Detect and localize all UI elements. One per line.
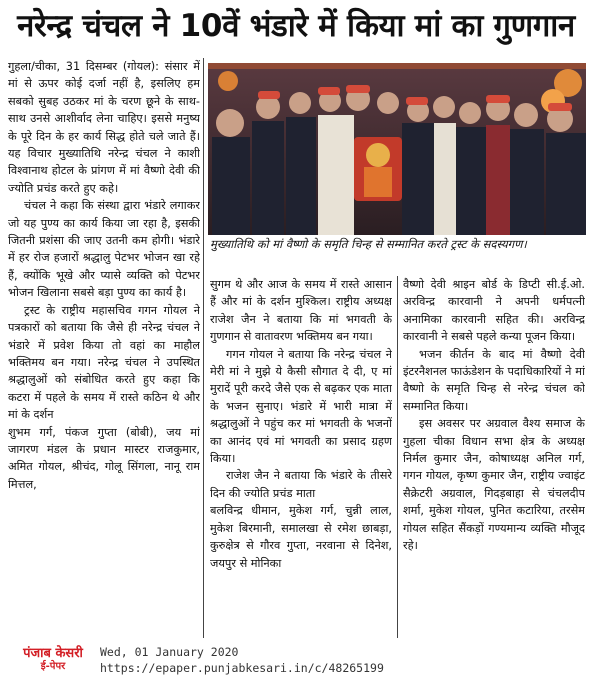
group-photo-image xyxy=(208,63,586,235)
column-divider xyxy=(397,276,398,638)
news-photo xyxy=(208,63,586,235)
article-paragraph: गगन गोयल ने बताया कि नरेन्द्र चंचल ने मेरी मां ने मुझे ये कैसी सौगात दे दी, ए मां मुरादें पूरी करदे जैसे एक से बढ़कर एक माता के भजन सुनाए। भंडारे में भारी मात्रा में श्रद्धालुओं ने पहुंच कर मां भगवती के भजनों का आनंद एवं मां भगवती का प्रसाद ग्रहण किया। xyxy=(210,347,392,466)
article-paragraph: चंचल ने कहा कि संस्था द्वारा भंडारे लगाकर जो यह पुण्य का कार्य किया जा रहा है, इसकी जितनी प्रशंसा की जाए उतनी कम होगी। भंडारे में हर रोज हजारों श्रद्धालु पेटभर भोजन खा रहे हैं, क्योंकि भूखे और प्यासे व्यक्ति को पेटभर भोजन खिलाना सबसे बड़ा पुण्य का कार्य है। xyxy=(8,199,200,300)
punjab-kesari-logo xyxy=(14,646,92,674)
article-paragraph: राजेश जैन ने बताया कि भंडारे के तीसरे दिन की ज्योति प्रचंड माता xyxy=(210,469,392,500)
article-paragraph: बलविन्द्र धीमान, मुकेश गर्ग, चुन्नी लाल, मुकेश बिरमानी, समालखा से रमेश छाबड़ा, कुरुक्षेत्र से गौरव गुप्ता, नरवाना से दिनेश, जयपुर से मोनिका xyxy=(210,504,392,570)
article-paragraph: इस अवसर पर अग्रवाल वैश्य समाज के गुहला चीका विधान सभा क्षेत्र के अध्यक्ष निर्मल कुमार जैन, कोषाध्यक्ष अनिल गर्ग, गगन गोयल, कृष्ण कुमार जैन, राष्ट्रीय ज्वाइंट सैक्रेटरी अग्रवाल, गिदड़बाहा से चंचलदीप शर्मा, मुकेश गोयल, पुनित कटारिया, तरसेम गोयल सहित सैंकड़ों गण्यमान्य व्यक्ति मौजूद रहे। xyxy=(403,417,585,553)
article-paragraph: शुभम गर्ग, पंकज गुप्ता (बोबी), जय मां जागरण मंडल के प्रधान मास्टर राजकुमार, अमित गोयल, श्रीचंद, गोलू सिंगला, नानू राम मित्तल, xyxy=(8,425,200,491)
article-paragraph: सुगम थे और आज के समय में रास्ते आसान हैं और मां के दर्शन मुश्किल। राष्ट्रीय अध्यक्ष राजेश जैन ने बताया कि मां भगवती के गुणगान से वातावरण भक्तिमय बन गया। xyxy=(210,278,392,344)
article-paragraph: ट्रस्ट के राष्ट्रीय महासचिव गगन गोयल ने पत्रकारों को बताया कि जैसे ही नरेन्द्र चंचल ने भंडारे में प्रवेश किया तो वहां का माहौल भक्तिमय बन गया। नरेन्द्र चंचल ने उपस्थित श्रद्धालुओं को संबोधित करते हुए कहा कि कटरा में पहले के समय में रास्ते कठिन थे और मां के दर्शन xyxy=(8,303,200,422)
article-paragraph: भजन कीर्तन के बाद मां वैष्णो देवी इंटरनैशनल फाऊंडेशन के पदाधिकारियों ने मां वैष्णो के समृति चिन्ह से नरेन्द्र चंचल को सम्मानित किया। xyxy=(403,347,585,413)
column-divider xyxy=(203,58,204,638)
logo-subtitle: ई-पेपर xyxy=(40,661,66,672)
article-paragraph: वैष्णो देवी श्राइन बोर्ड के डिप्टी सी.ई.ओ. अरविन्द्र कारवानी ने अपनी धर्मपत्नी अनामिका कारवानी सहित की। अरविन्द्र कारवानी ने सबसे पहले कन्या पूजन किया। xyxy=(403,278,585,344)
edition-date: Wed, 01 January 2020 xyxy=(100,645,239,659)
column-3 xyxy=(403,276,585,638)
logo-title: पंजाब केसरी xyxy=(23,646,83,661)
column-2 xyxy=(210,276,392,638)
column-1 xyxy=(8,58,200,638)
photo-caption: मुख्यातिथि को मां वैष्णो के समृति चिन्ह से सम्मानित करते ट्रस्ट के सदस्यगण। xyxy=(210,237,527,251)
headline: नरेन्द्र चंचल ने 10वें भंडारे में किया मां का गुणगान xyxy=(17,8,575,44)
article-lead-paragraph: गुहला/चीका, 31 दिसम्बर (गोयल): संसार में मां से ऊपर कोई दर्जा नहीं है, इसलिए हम सबको सुबह उठकर मां के चरण छूने के साथ-साथ उनसे आशीर्वाद लेना चाहिए। इससे मनुष्य के पूरे दिन के हर कार्य सिद्ध होते चले जाते हैं। यह विचार मुख्यातिथि नरेन्द्र चंचल ने काशी विश्वानाथ होटल के प्रांगण में मां वैष्णो देवी की ज्योति प्रचंड करते हुए कहे। xyxy=(8,60,200,195)
epaper-url-link[interactable]: https://epaper.punjabkesari.in/c/48265199 xyxy=(100,661,384,675)
